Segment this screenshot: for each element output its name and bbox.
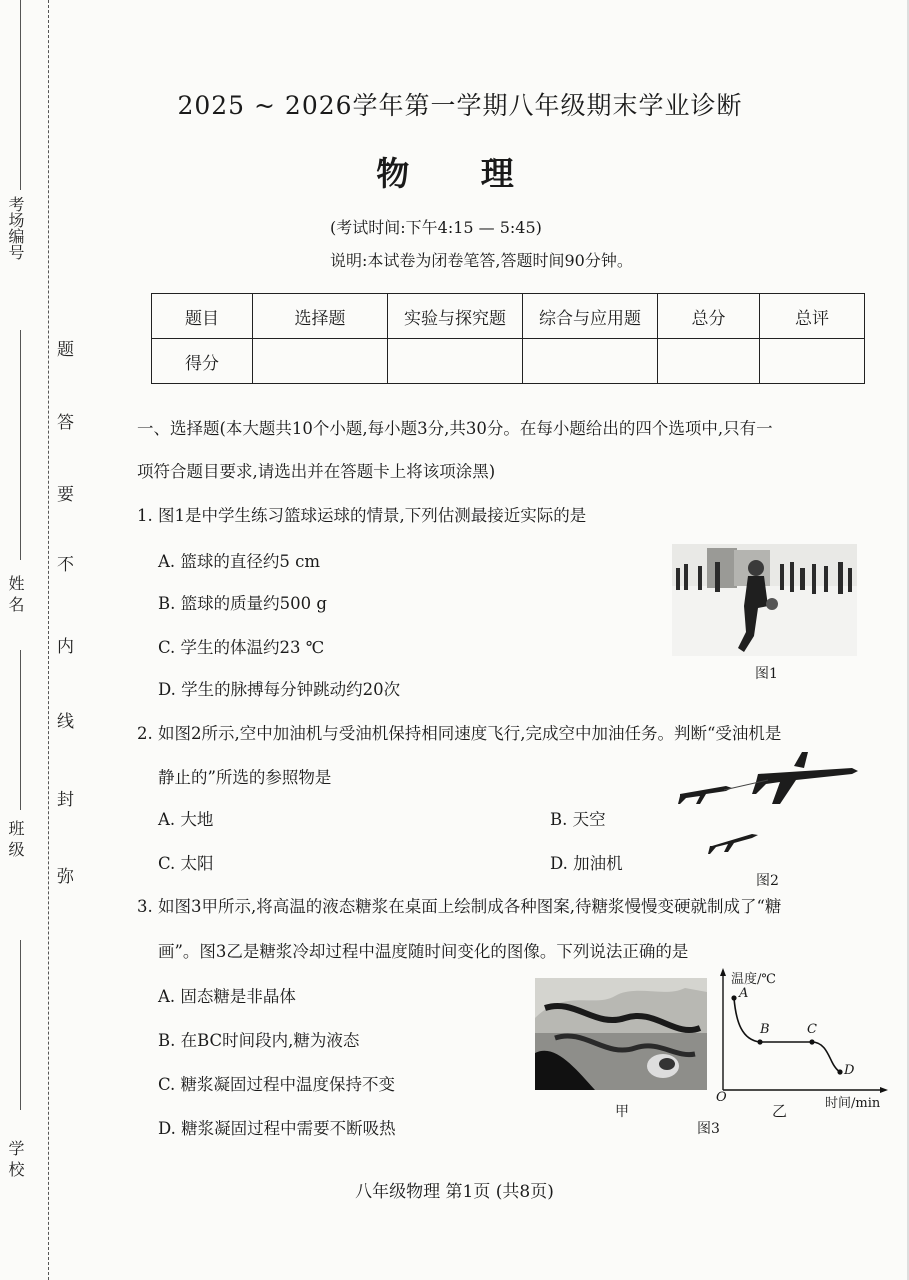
field-line <box>20 0 21 190</box>
school-label: 学 校 <box>6 1140 25 1178</box>
q2-option-d[interactable]: D. 加油机 <box>550 854 623 873</box>
score-cell[interactable] <box>523 339 658 384</box>
score-table-header-row <box>152 294 865 339</box>
field-line <box>20 650 21 810</box>
binding-char: 内 <box>57 637 74 657</box>
graph-label-c: C <box>807 1022 817 1037</box>
q3-option-d[interactable]: D. 糖浆凝固过程中需要不断吸热 <box>158 1119 396 1138</box>
exam-note: 说明:本试卷为闭卷笔答,答题时间90分钟。 <box>330 251 633 270</box>
score-row-label: 得分 <box>152 339 253 384</box>
q2-option-c[interactable]: C. 太阳 <box>158 854 214 873</box>
table-header-cell: 选择题 <box>253 294 388 339</box>
binding-dashed-line <box>48 0 49 1280</box>
q3-stem-line2: 画”。图3乙是糖浆冷却过程中温度随时间变化的图像。下列说法正确的是 <box>158 942 689 961</box>
figure2-caption: 图2 <box>756 873 779 889</box>
binding-char: 封 <box>57 790 74 810</box>
binding-char: 题 <box>57 340 74 360</box>
graph-label-a: A <box>739 986 749 1001</box>
binding-char: 弥 <box>57 867 74 887</box>
field-line <box>20 330 21 560</box>
table-header-cell: 总分 <box>658 294 760 339</box>
graph-label-d: D <box>844 1063 855 1078</box>
section-heading-line1: 一、选择题(本大题共10个小题,每小题3分,共30分。在每小题给出的四个选项中,只有一 <box>137 419 773 438</box>
q3-option-c[interactable]: C. 糖浆凝固过程中温度保持不变 <box>158 1075 396 1094</box>
binding-char: 要 <box>57 485 74 505</box>
q3-stem-line1: 3. 如图3甲所示,将高温的液态糖浆在桌面上绘制成各种图案,待糖浆慢慢变硬就制成了“糖 <box>137 897 782 916</box>
table-header-cell: 实验与探究题 <box>388 294 523 339</box>
subject-title: 物 理 <box>376 154 544 193</box>
score-cell[interactable] <box>760 339 865 384</box>
section-heading-line2: 项符合题目要求,请选出并在答题卡上将该项涂黑) <box>137 462 496 481</box>
field-line <box>20 940 21 1110</box>
q3-option-a[interactable]: A. 固态糖是非晶体 <box>158 987 296 1006</box>
binding-char: 线 <box>57 712 74 732</box>
cooling-curve <box>734 998 840 1072</box>
table-header-cell: 综合与应用题 <box>523 294 658 339</box>
q1-option-c[interactable]: C. 学生的体温约23 ℃ <box>158 638 325 657</box>
score-cell[interactable] <box>388 339 523 384</box>
figure3-caption: 图3 <box>697 1121 720 1137</box>
score-table <box>151 293 865 384</box>
score-cell[interactable] <box>253 339 388 384</box>
point-d <box>837 1069 842 1074</box>
point-b <box>757 1039 762 1044</box>
point-c <box>809 1039 814 1044</box>
q1-stem: 1. 图1是中学生练习篮球运球的情景,下列估测最接近实际的是 <box>137 506 587 525</box>
exam-time: (考试时间:下午4:15 — 5:45) <box>330 218 542 237</box>
page-footer: 八年级物理 第1页 (共8页) <box>355 1182 554 1202</box>
binding-char: 不 <box>57 555 74 575</box>
binding-strip <box>0 0 130 1280</box>
y-axis-arrow <box>720 968 726 976</box>
q1-option-a[interactable]: A. 篮球的直径约5 cm <box>158 552 321 571</box>
x-axis-arrow <box>880 1087 888 1093</box>
figure3a-sub-caption: 甲 <box>615 1104 629 1120</box>
figure3a-sugar-painting-photo <box>535 978 707 1090</box>
graph-label-b: B <box>760 1022 770 1037</box>
graph-origin: O <box>716 1090 727 1105</box>
class-label: 班 级 <box>6 820 25 858</box>
q1-option-b[interactable]: B. 篮球的质量约500 g <box>158 594 327 613</box>
figure1-caption: 图1 <box>755 666 778 682</box>
name-label: 姓 名 <box>6 575 25 613</box>
q2-stem-line2: 静止的”所选的参照物是 <box>158 768 332 787</box>
score-table-score-row <box>152 339 865 384</box>
score-cell[interactable] <box>658 339 760 384</box>
binding-char: 答 <box>57 413 74 433</box>
exam-number-label: 考场编号 <box>6 196 25 260</box>
q2-option-a[interactable]: A. 大地 <box>158 810 214 829</box>
figure1-basketball-photo <box>672 544 857 656</box>
exam-title: 2025 ~ 2026学年第一学期八年级期末学业诊断 <box>177 91 743 120</box>
figure3b-sub-caption: 乙 <box>772 1102 788 1120</box>
q3-option-b[interactable]: B. 在BC时间段内,糖为液态 <box>158 1031 360 1050</box>
q2-option-b[interactable]: B. 天空 <box>550 810 606 829</box>
figure2-refueling-planes <box>676 746 862 864</box>
q2-stem-line1: 2. 如图2所示,空中加油机与受油机保持相同速度飞行,完成空中加油任务。判断“受油机是 <box>137 724 782 743</box>
graph-x-label: 时间/min <box>825 1096 881 1111</box>
point-a <box>731 995 736 1000</box>
q1-option-d[interactable]: D. 学生的脉搏每分钟跳动约20次 <box>158 680 401 699</box>
table-header-cell: 总评 <box>760 294 865 339</box>
graph-y-label: 温度/℃ <box>731 972 776 987</box>
table-header-cell: 题目 <box>152 294 253 339</box>
